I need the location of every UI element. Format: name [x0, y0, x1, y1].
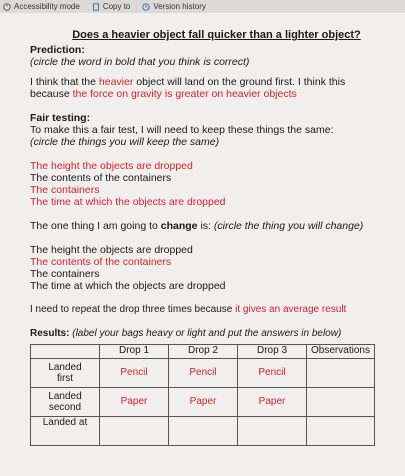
change-list — [30, 244, 383, 292]
table-header-cell: Observations — [307, 345, 375, 359]
table-cell[interactable] — [100, 417, 169, 446]
keep-item: The height the objects are dropped — [30, 160, 193, 172]
table-header-cell — [31, 345, 100, 359]
prediction-line-1: I think that the heavier object will land on the ground first. I think this — [30, 76, 346, 88]
table-header-cell: Drop 2 — [169, 345, 238, 359]
fair-testing-line: To make this a fair test, I will need to keep these things the same: — [30, 124, 334, 136]
keep-same-list — [30, 160, 383, 208]
table-cell[interactable] — [238, 417, 307, 446]
prediction-line-2: because the force on gravity is greater on heavier objects — [30, 88, 297, 100]
accessibility-mode-button[interactable] — [3, 2, 80, 11]
accessibility-icon — [3, 3, 11, 11]
table-header-cell: Drop 3 — [238, 345, 307, 359]
change-item: The height the objects are dropped — [30, 244, 193, 256]
copy-icon — [92, 3, 100, 11]
table-cell[interactable]: Pencil — [100, 359, 169, 388]
keep-item: The time at which the objects are dropped — [30, 196, 226, 208]
table-cell[interactable] — [307, 359, 375, 388]
table-header-cell: Drop 1 — [100, 345, 169, 359]
row-label: Landed first — [31, 359, 100, 388]
change-item: The contents of the containers — [30, 256, 172, 268]
table-cell[interactable]: Paper — [169, 388, 238, 417]
row-label: Landed second — [31, 388, 100, 417]
table-cell[interactable]: Paper — [238, 388, 307, 417]
keep-item: The contents of the containers — [30, 172, 172, 184]
accessibility-mode-label: Accessibility mode — [14, 2, 80, 11]
repeat-line: I need to repeat the drop three times because it gives an average result — [30, 304, 347, 315]
history-icon — [142, 3, 150, 11]
table-row — [31, 359, 375, 388]
change-item: The containers — [30, 268, 100, 280]
table-row — [31, 388, 375, 417]
table-cell[interactable]: Paper — [100, 388, 169, 417]
table-header-row — [31, 345, 375, 359]
change-line: The one thing I am going to change is: (circle the thing you will change) — [30, 220, 364, 232]
table-row — [31, 417, 375, 446]
table-cell[interactable] — [307, 417, 375, 446]
results-line: Results: (label your bags heavy or light and put the answers in below) — [30, 328, 342, 339]
prediction-heading: Prediction: — [30, 44, 85, 56]
keep-item: The containers — [30, 184, 100, 196]
row-label: Landed at — [31, 417, 100, 446]
change-item: The time at which the objects are dropped — [30, 280, 226, 292]
copy-to-button[interactable] — [92, 2, 131, 11]
table-cell[interactable] — [169, 417, 238, 446]
version-history-button[interactable] — [142, 2, 205, 11]
version-history-label: Version history — [153, 2, 206, 11]
table-cell[interactable]: Pencil — [169, 359, 238, 388]
fair-testing-instruction: (circle the things you will keep the same) — [30, 136, 220, 148]
table-cell[interactable]: Pencil — [238, 359, 307, 388]
toolbar — [0, 0, 405, 13]
fair-testing-heading: Fair testing: — [30, 112, 91, 124]
page-title: Does a heavier object fall quicker than a lighter object? — [72, 29, 361, 41]
table-cell[interactable] — [307, 388, 375, 417]
prediction-reason: the force on gravity is greater on heavier objects — [72, 88, 297, 100]
prediction-answer-heavier: heavier — [98, 76, 134, 88]
prediction-instruction: (circle the word in bold that you think is correct) — [30, 56, 250, 68]
results-table — [30, 344, 375, 446]
copy-to-label: Copy to — [102, 2, 131, 11]
worksheet — [0, 13, 405, 476]
